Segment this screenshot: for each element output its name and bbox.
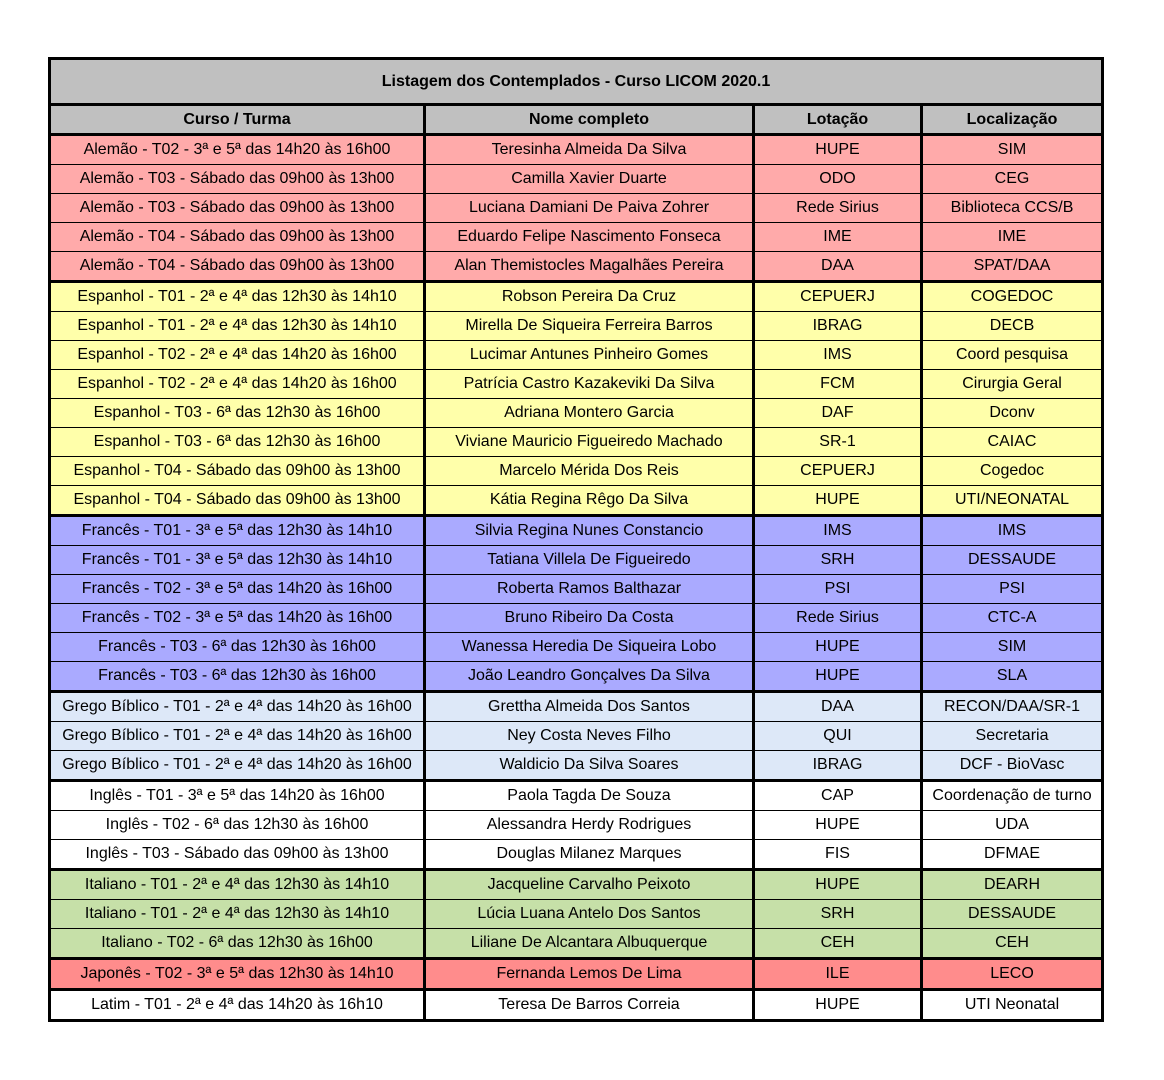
cell-localizacao: LECO [922, 959, 1103, 990]
cell-curso-turma: Grego Bíblico - T01 - 2ª e 4ª das 14h20 às 16h00 [50, 692, 425, 722]
table-row [50, 370, 1103, 399]
cell-nome-completo: Wanessa Heredia De Siqueira Lobo [425, 633, 754, 662]
table-row [50, 486, 1103, 516]
header-lotacao: Lotação [754, 105, 922, 135]
cell-lotacao: Rede Sirius [754, 194, 922, 223]
cell-lotacao: PSI [754, 575, 922, 604]
table-row [50, 312, 1103, 341]
cell-localizacao: SIM [922, 633, 1103, 662]
cell-lotacao: HUPE [754, 870, 922, 900]
cell-localizacao: SPAT/DAA [922, 252, 1103, 282]
header-row [50, 105, 1103, 135]
table-row [50, 870, 1103, 900]
cell-lotacao: HUPE [754, 990, 922, 1021]
header-curso-turma: Curso / Turma [50, 105, 425, 135]
cell-curso-turma: Espanhol - T04 - Sábado das 09h00 às 13h00 [50, 486, 425, 516]
cell-nome-completo: Camilla Xavier Duarte [425, 165, 754, 194]
cell-localizacao: RECON/DAA/SR-1 [922, 692, 1103, 722]
cell-localizacao: PSI [922, 575, 1103, 604]
cell-lotacao: HUPE [754, 633, 922, 662]
cell-lotacao: HUPE [754, 811, 922, 840]
cell-lotacao: IBRAG [754, 312, 922, 341]
cell-nome-completo: Marcelo Mérida Dos Reis [425, 457, 754, 486]
table-row [50, 165, 1103, 194]
cell-lotacao: QUI [754, 722, 922, 751]
table-row [50, 959, 1103, 990]
cell-localizacao: UTI/NEONATAL [922, 486, 1103, 516]
cell-localizacao: UTI Neonatal [922, 990, 1103, 1021]
cell-nome-completo: Douglas Milanez Marques [425, 840, 754, 870]
cell-nome-completo: Ney Costa Neves Filho [425, 722, 754, 751]
cell-lotacao: IME [754, 223, 922, 252]
cell-localizacao: CEG [922, 165, 1103, 194]
table-row [50, 516, 1103, 546]
cell-nome-completo: Alan Themistocles Magalhães Pereira [425, 252, 754, 282]
cell-nome-completo: Tatiana Villela De Figueiredo [425, 546, 754, 575]
cell-lotacao: HUPE [754, 662, 922, 692]
cell-localizacao: Coord pesquisa [922, 341, 1103, 370]
cell-curso-turma: Espanhol - T04 - Sábado das 09h00 às 13h00 [50, 457, 425, 486]
contemplados-table [48, 57, 1104, 1022]
cell-localizacao: Cirurgia Geral [922, 370, 1103, 399]
cell-localizacao: Cogedoc [922, 457, 1103, 486]
cell-curso-turma: Inglês - T03 - Sábado das 09h00 às 13h00 [50, 840, 425, 870]
cell-localizacao: IME [922, 223, 1103, 252]
cell-nome-completo: Silvia Regina Nunes Constancio [425, 516, 754, 546]
cell-lotacao: SR-1 [754, 428, 922, 457]
cell-curso-turma: Francês - T01 - 3ª e 5ª das 12h30 às 14h10 [50, 516, 425, 546]
cell-localizacao: Secretaria [922, 722, 1103, 751]
header-localizacao: Localização [922, 105, 1103, 135]
cell-nome-completo: Eduardo Felipe Nascimento Fonseca [425, 223, 754, 252]
cell-nome-completo: Grettha Almeida Dos Santos [425, 692, 754, 722]
cell-lotacao: SRH [754, 900, 922, 929]
cell-nome-completo: Patrícia Castro Kazakeviki Da Silva [425, 370, 754, 399]
cell-nome-completo: Luciana Damiani De Paiva Zohrer [425, 194, 754, 223]
cell-lotacao: IMS [754, 516, 922, 546]
header-nome-completo: Nome completo [425, 105, 754, 135]
table-row [50, 781, 1103, 811]
cell-lotacao: DAF [754, 399, 922, 428]
cell-lotacao: DAA [754, 252, 922, 282]
cell-lotacao: HUPE [754, 486, 922, 516]
cell-localizacao: Biblioteca CCS/B [922, 194, 1103, 223]
table-row [50, 457, 1103, 486]
cell-lotacao: DAA [754, 692, 922, 722]
cell-nome-completo: Teresinha Almeida Da Silva [425, 135, 754, 165]
cell-localizacao: COGEDOC [922, 282, 1103, 312]
cell-curso-turma: Alemão - T03 - Sábado das 09h00 às 13h00 [50, 194, 425, 223]
cell-curso-turma: Francês - T01 - 3ª e 5ª das 12h30 às 14h10 [50, 546, 425, 575]
cell-curso-turma: Espanhol - T03 - 6ª das 12h30 às 16h00 [50, 428, 425, 457]
table-row [50, 135, 1103, 165]
cell-curso-turma: Alemão - T02 - 3ª e 5ª das 14h20 às 16h00 [50, 135, 425, 165]
cell-curso-turma: Alemão - T04 - Sábado das 09h00 às 13h00 [50, 223, 425, 252]
cell-localizacao: DFMAE [922, 840, 1103, 870]
cell-localizacao: DESSAUDE [922, 900, 1103, 929]
cell-localizacao: SLA [922, 662, 1103, 692]
cell-nome-completo: Fernanda Lemos De Lima [425, 959, 754, 990]
table-row [50, 692, 1103, 722]
cell-curso-turma: Francês - T03 - 6ª das 12h30 às 16h00 [50, 662, 425, 692]
cell-lotacao: SRH [754, 546, 922, 575]
cell-curso-turma: Italiano - T01 - 2ª e 4ª das 12h30 às 14h10 [50, 870, 425, 900]
cell-lotacao: IBRAG [754, 751, 922, 781]
cell-localizacao: Dconv [922, 399, 1103, 428]
table-row [50, 399, 1103, 428]
table-row [50, 575, 1103, 604]
cell-curso-turma: Grego Bíblico - T01 - 2ª e 4ª das 14h20 às 16h00 [50, 751, 425, 781]
cell-nome-completo: Lúcia Luana Antelo Dos Santos [425, 900, 754, 929]
table-row [50, 341, 1103, 370]
cell-curso-turma: Francês - T03 - 6ª das 12h30 às 16h00 [50, 633, 425, 662]
cell-lotacao: HUPE [754, 135, 922, 165]
table-row [50, 604, 1103, 633]
table-row [50, 722, 1103, 751]
cell-curso-turma: Inglês - T02 - 6ª das 12h30 às 16h00 [50, 811, 425, 840]
cell-lotacao: ILE [754, 959, 922, 990]
cell-localizacao: Coordenação de turno [922, 781, 1103, 811]
cell-curso-turma: Espanhol - T01 - 2ª e 4ª das 12h30 às 14h10 [50, 282, 425, 312]
table-row [50, 990, 1103, 1021]
cell-nome-completo: Paola Tagda De Souza [425, 781, 754, 811]
table-row [50, 840, 1103, 870]
cell-nome-completo: Bruno Ribeiro Da Costa [425, 604, 754, 633]
cell-nome-completo: Liliane De Alcantara Albuquerque [425, 929, 754, 959]
cell-nome-completo: Adriana Montero Garcia [425, 399, 754, 428]
cell-localizacao: CAIAC [922, 428, 1103, 457]
cell-nome-completo: Viviane Mauricio Figueiredo Machado [425, 428, 754, 457]
cell-lotacao: FCM [754, 370, 922, 399]
cell-localizacao: SIM [922, 135, 1103, 165]
table-row [50, 811, 1103, 840]
table-row [50, 282, 1103, 312]
cell-nome-completo: Teresa De Barros Correia [425, 990, 754, 1021]
cell-lotacao: Rede Sirius [754, 604, 922, 633]
table-title: Listagem dos Contemplados - Curso LICOM 2020.1 [50, 59, 1103, 105]
table-row [50, 252, 1103, 282]
table-row [50, 223, 1103, 252]
cell-curso-turma: Francês - T02 - 3ª e 5ª das 14h20 às 16h00 [50, 575, 425, 604]
title-row [50, 59, 1103, 105]
table-row [50, 662, 1103, 692]
cell-localizacao: CEH [922, 929, 1103, 959]
cell-nome-completo: Lucimar Antunes Pinheiro Gomes [425, 341, 754, 370]
cell-curso-turma: Inglês - T01 - 3ª e 5ª das 14h20 às 16h00 [50, 781, 425, 811]
cell-curso-turma: Italiano - T01 - 2ª e 4ª das 12h30 às 14h10 [50, 900, 425, 929]
cell-localizacao: DECB [922, 312, 1103, 341]
cell-curso-turma: Grego Bíblico - T01 - 2ª e 4ª das 14h20 às 16h00 [50, 722, 425, 751]
cell-lotacao: ODO [754, 165, 922, 194]
cell-nome-completo: João Leandro Gonçalves Da Silva [425, 662, 754, 692]
cell-lotacao: CEH [754, 929, 922, 959]
cell-lotacao: FIS [754, 840, 922, 870]
cell-localizacao: UDA [922, 811, 1103, 840]
cell-nome-completo: Waldicio Da Silva Soares [425, 751, 754, 781]
cell-localizacao: DCF - BioVasc [922, 751, 1103, 781]
cell-lotacao: IMS [754, 341, 922, 370]
table-row [50, 546, 1103, 575]
cell-curso-turma: Italiano - T02 - 6ª das 12h30 às 16h00 [50, 929, 425, 959]
cell-localizacao: DEARH [922, 870, 1103, 900]
cell-curso-turma: Alemão - T03 - Sábado das 09h00 às 13h00 [50, 165, 425, 194]
table-row [50, 194, 1103, 223]
table-row [50, 900, 1103, 929]
cell-curso-turma: Espanhol - T03 - 6ª das 12h30 às 16h00 [50, 399, 425, 428]
cell-curso-turma: Espanhol - T01 - 2ª e 4ª das 12h30 às 14h10 [50, 312, 425, 341]
cell-curso-turma: Espanhol - T02 - 2ª e 4ª das 14h20 às 16h00 [50, 370, 425, 399]
cell-localizacao: IMS [922, 516, 1103, 546]
cell-localizacao: DESSAUDE [922, 546, 1103, 575]
table-row [50, 428, 1103, 457]
cell-curso-turma: Alemão - T04 - Sábado das 09h00 às 13h00 [50, 252, 425, 282]
cell-lotacao: CAP [754, 781, 922, 811]
cell-localizacao: CTC-A [922, 604, 1103, 633]
cell-curso-turma: Francês - T02 - 3ª e 5ª das 14h20 às 16h00 [50, 604, 425, 633]
cell-curso-turma: Latim - T01 - 2ª e 4ª das 14h20 às 16h10 [50, 990, 425, 1021]
cell-nome-completo: Jacqueline Carvalho Peixoto [425, 870, 754, 900]
cell-lotacao: CEPUERJ [754, 457, 922, 486]
cell-nome-completo: Alessandra Herdy Rodrigues [425, 811, 754, 840]
cell-curso-turma: Espanhol - T02 - 2ª e 4ª das 14h20 às 16h00 [50, 341, 425, 370]
cell-nome-completo: Robson Pereira Da Cruz [425, 282, 754, 312]
cell-nome-completo: Kátia Regina Rêgo Da Silva [425, 486, 754, 516]
cell-curso-turma: Japonês - T02 - 3ª e 5ª das 12h30 às 14h10 [50, 959, 425, 990]
cell-lotacao: CEPUERJ [754, 282, 922, 312]
cell-nome-completo: Roberta Ramos Balthazar [425, 575, 754, 604]
table-row [50, 929, 1103, 959]
cell-nome-completo: Mirella De Siqueira Ferreira Barros [425, 312, 754, 341]
table-row [50, 751, 1103, 781]
table-row [50, 633, 1103, 662]
table-body [50, 135, 1103, 1021]
